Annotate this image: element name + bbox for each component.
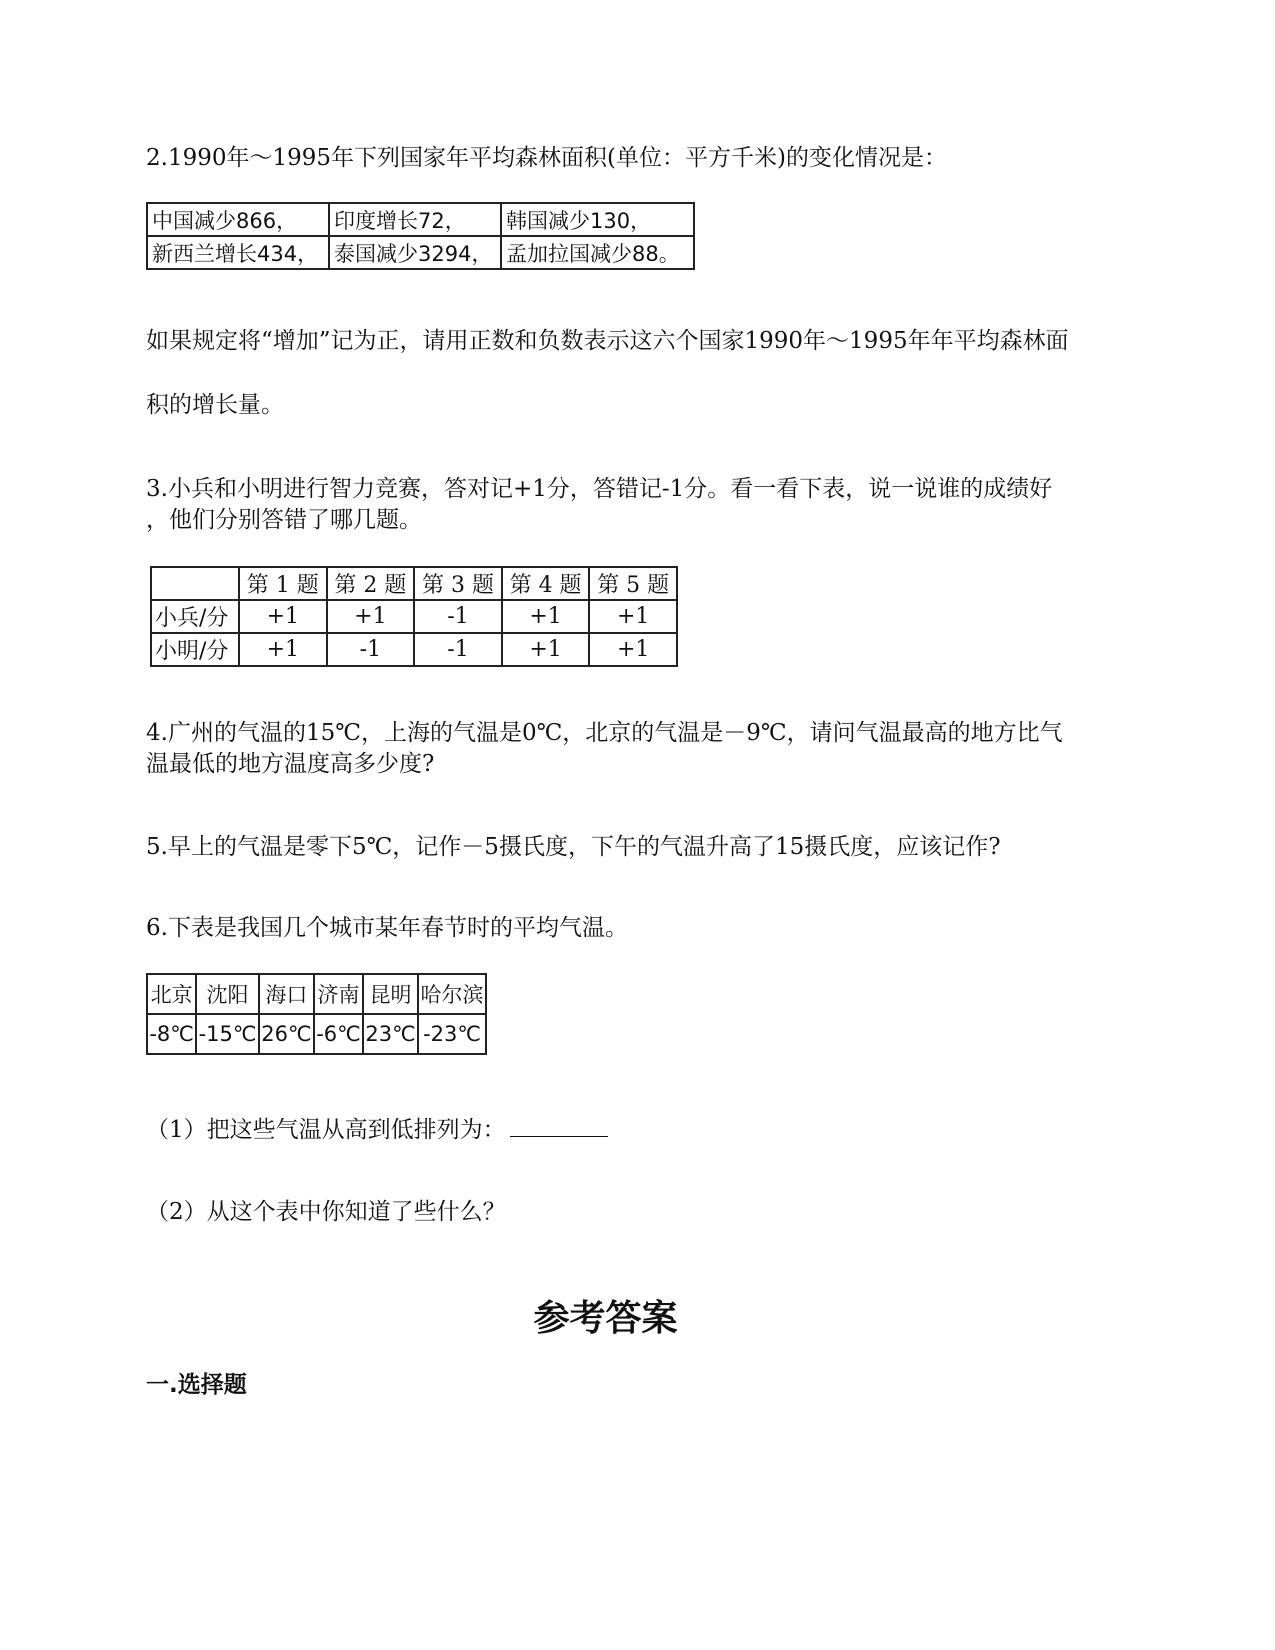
q3-line1: 3.小兵和小明进行智力竞赛，答对记+1分，答错记-1分。看一看下表，说一说谁的成绩好 <box>146 476 1053 502</box>
table-cell: -1 <box>327 633 415 666</box>
table-cell: +1 <box>589 633 677 666</box>
row-label: 小明/分 <box>151 633 239 666</box>
table-row <box>151 600 677 633</box>
city-cell: 海口 <box>259 974 314 1014</box>
table-cell: -1 <box>414 633 502 666</box>
q2-forest-table <box>146 202 695 270</box>
table-row <box>147 203 694 236</box>
table-cell: +1 <box>239 600 327 633</box>
table-header-cell: 第 4 题 <box>502 567 590 600</box>
table-header-cell <box>151 567 239 600</box>
q6-sub2: （2）从这个表中你知道了些什么？ <box>146 1199 506 1225</box>
table-row <box>151 633 677 666</box>
table-cell: +1 <box>327 600 415 633</box>
table-cell: +1 <box>589 600 677 633</box>
temp-cell: -15℃ <box>196 1014 259 1054</box>
temp-cell: -6℃ <box>314 1014 363 1054</box>
q6-sub1 <box>146 1114 608 1145</box>
temp-cell: -23℃ <box>418 1014 486 1054</box>
section-heading: 一.选择题 <box>146 1372 247 1398</box>
temp-cell: -8℃ <box>147 1014 196 1054</box>
city-cell: 昆明 <box>363 974 418 1014</box>
table-header-cell: 第 5 题 <box>589 567 677 600</box>
table-header-cell: 第 1 题 <box>239 567 327 600</box>
temp-cell: 23℃ <box>363 1014 418 1054</box>
table-cell: 泰国减少3294， <box>329 236 501 269</box>
table-row <box>147 236 694 269</box>
q4-line2: 温最低的地方温度高多少度? <box>146 751 435 777</box>
q6-sub1-text: （1）把这些气温从高到低排列为： <box>146 1117 506 1143</box>
table-cell: 中国减少866， <box>147 203 329 236</box>
q4-line1: 4.广州的气温的15℃，上海的气温是0℃，北京的气温是－9℃，请问气温最高的地方比气 <box>146 720 1063 746</box>
q2-question-line1: 如果规定将“增加”记为正，请用正数和负数表示这六个国家1990年～1995年年平均森林面 <box>146 328 1069 354</box>
table-header-row <box>151 567 677 600</box>
answers-title: 参考答案 <box>533 1298 678 1339</box>
table-cell: 印度增长72， <box>329 203 501 236</box>
table-cell: 韩国减少130， <box>501 203 694 236</box>
table-row <box>147 974 486 1014</box>
table-cell: -1 <box>414 600 502 633</box>
table-cell: 孟加拉国减少88。 <box>501 236 694 269</box>
table-cell: +1 <box>239 633 327 666</box>
city-cell: 济南 <box>314 974 363 1014</box>
table-cell: +1 <box>502 633 590 666</box>
q2-question-line2: 积的增长量。 <box>146 392 284 418</box>
table-cell: +1 <box>502 600 590 633</box>
q3-line2: ，他们分别答错了哪几题。 <box>146 507 422 533</box>
city-cell: 沈阳 <box>196 974 259 1014</box>
city-cell: 北京 <box>147 974 196 1014</box>
q6-intro: 6.下表是我国几个城市某年春节时的平均气温。 <box>146 915 628 941</box>
table-header-cell: 第 3 题 <box>414 567 502 600</box>
q6-temperature-table <box>146 973 487 1055</box>
answer-blank <box>510 1114 608 1137</box>
table-header-cell: 第 2 题 <box>327 567 415 600</box>
temp-cell: 26℃ <box>259 1014 314 1054</box>
q5-text: 5.早上的气温是零下5℃，记作－5摄氏度，下午的气温升高了15摄氏度，应该记作? <box>146 834 1001 860</box>
city-cell: 哈尔滨 <box>418 974 486 1014</box>
row-label: 小兵/分 <box>151 600 239 633</box>
table-row <box>147 1014 486 1054</box>
q3-score-table <box>150 566 678 667</box>
q2-intro: 2.1990年～1995年下列国家年平均森林面积(单位：平方千米)的变化情况是： <box>146 145 947 171</box>
table-cell: 新西兰增长434， <box>147 236 329 269</box>
